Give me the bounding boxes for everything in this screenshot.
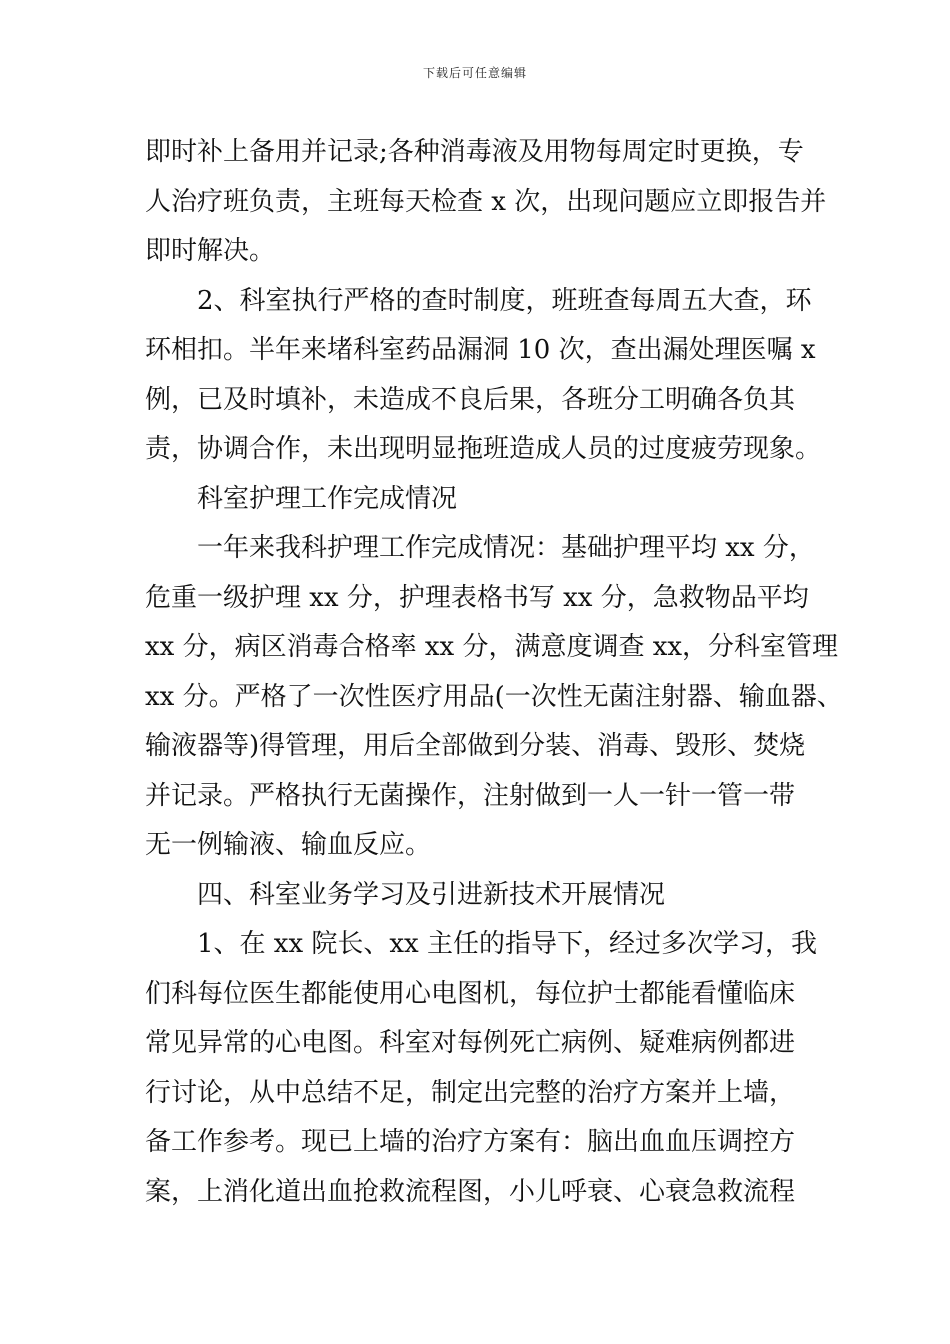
paragraph-inspection-system	[145, 277, 822, 475]
text-line: 1、在 xx 院长、xx 主任的指导下，经过多次学习，我	[197, 929, 817, 959]
text-line: 即时解决。	[145, 236, 276, 266]
text-line: 一年来我科护理工作完成情况：基础护理平均 xx 分，	[197, 533, 815, 563]
text-line: 四、科室业务学习及引进新技术开展情况	[197, 879, 666, 910]
text-line: 常见异常的心电图。科室对每例死亡病例、疑难病例都进	[145, 1028, 796, 1058]
text-line: 科室护理工作完成情况	[197, 483, 458, 514]
paragraph-study-details	[145, 920, 817, 1217]
text-line: 无一例输液、输血反应。	[145, 830, 432, 860]
text-line: 并记录。严格执行无菌操作，注射做到一人一针一管一带	[145, 780, 796, 811]
text-line: 备工作参考。现已上墙的治疗方案有：脑出血血压调控方	[145, 1127, 796, 1157]
section-heading-nursing-work	[145, 475, 810, 525]
text-line: 人治疗班负责，主班每天检查 x 次，出现问题应立即报告并	[145, 186, 827, 217]
text-line: 2、科室执行严格的查时制度，班班查每周五大查，环	[197, 285, 812, 316]
text-line: 即时补上备用并记录;各种消毒液及用物每周定时更换，专	[145, 137, 804, 167]
text-line: 案，上消化道出血抢救流程图，小儿呼衰、心衰急救流程	[145, 1176, 796, 1207]
text-line: 环相扣。半年来堵科室药品漏洞 10 次，查出漏处理医嘱 x	[145, 335, 816, 365]
text-line: 例，已及时填补，未造成不良后果，各班分工明确各负其	[145, 384, 796, 415]
text-line: 责，协调合作，未出现明显拖班造成人员的过度疲劳现象。	[145, 434, 822, 464]
text-line: 输液器等)得管理，用后全部做到分装、消毒、毁形、焚烧	[145, 731, 806, 761]
text-line: 行讨论，从中总结不足，制定出完整的治疗方案并上墙，	[145, 1077, 796, 1108]
text-line: 们科每位医生都能使用心电图机，每位护士都能看懂临床	[145, 978, 796, 1009]
paragraph-nursing-results	[145, 524, 843, 871]
text-line: xx 分。严格了一次性医疗用品(一次性无菌注射器、输血器、	[145, 681, 843, 712]
section-heading-study-new-tech	[145, 871, 810, 921]
text-line: xx 分，病区消毒合格率 xx 分，满意度调查 xx，分科室管理	[145, 632, 839, 662]
page-header-note: 下载后可任意编辑	[422, 66, 527, 80]
document-body	[145, 128, 843, 1217]
paragraph-disinfection	[145, 128, 827, 277]
text-line: 危重一级护理 xx 分，护理表格书写 xx 分，急救物品平均	[145, 582, 809, 613]
